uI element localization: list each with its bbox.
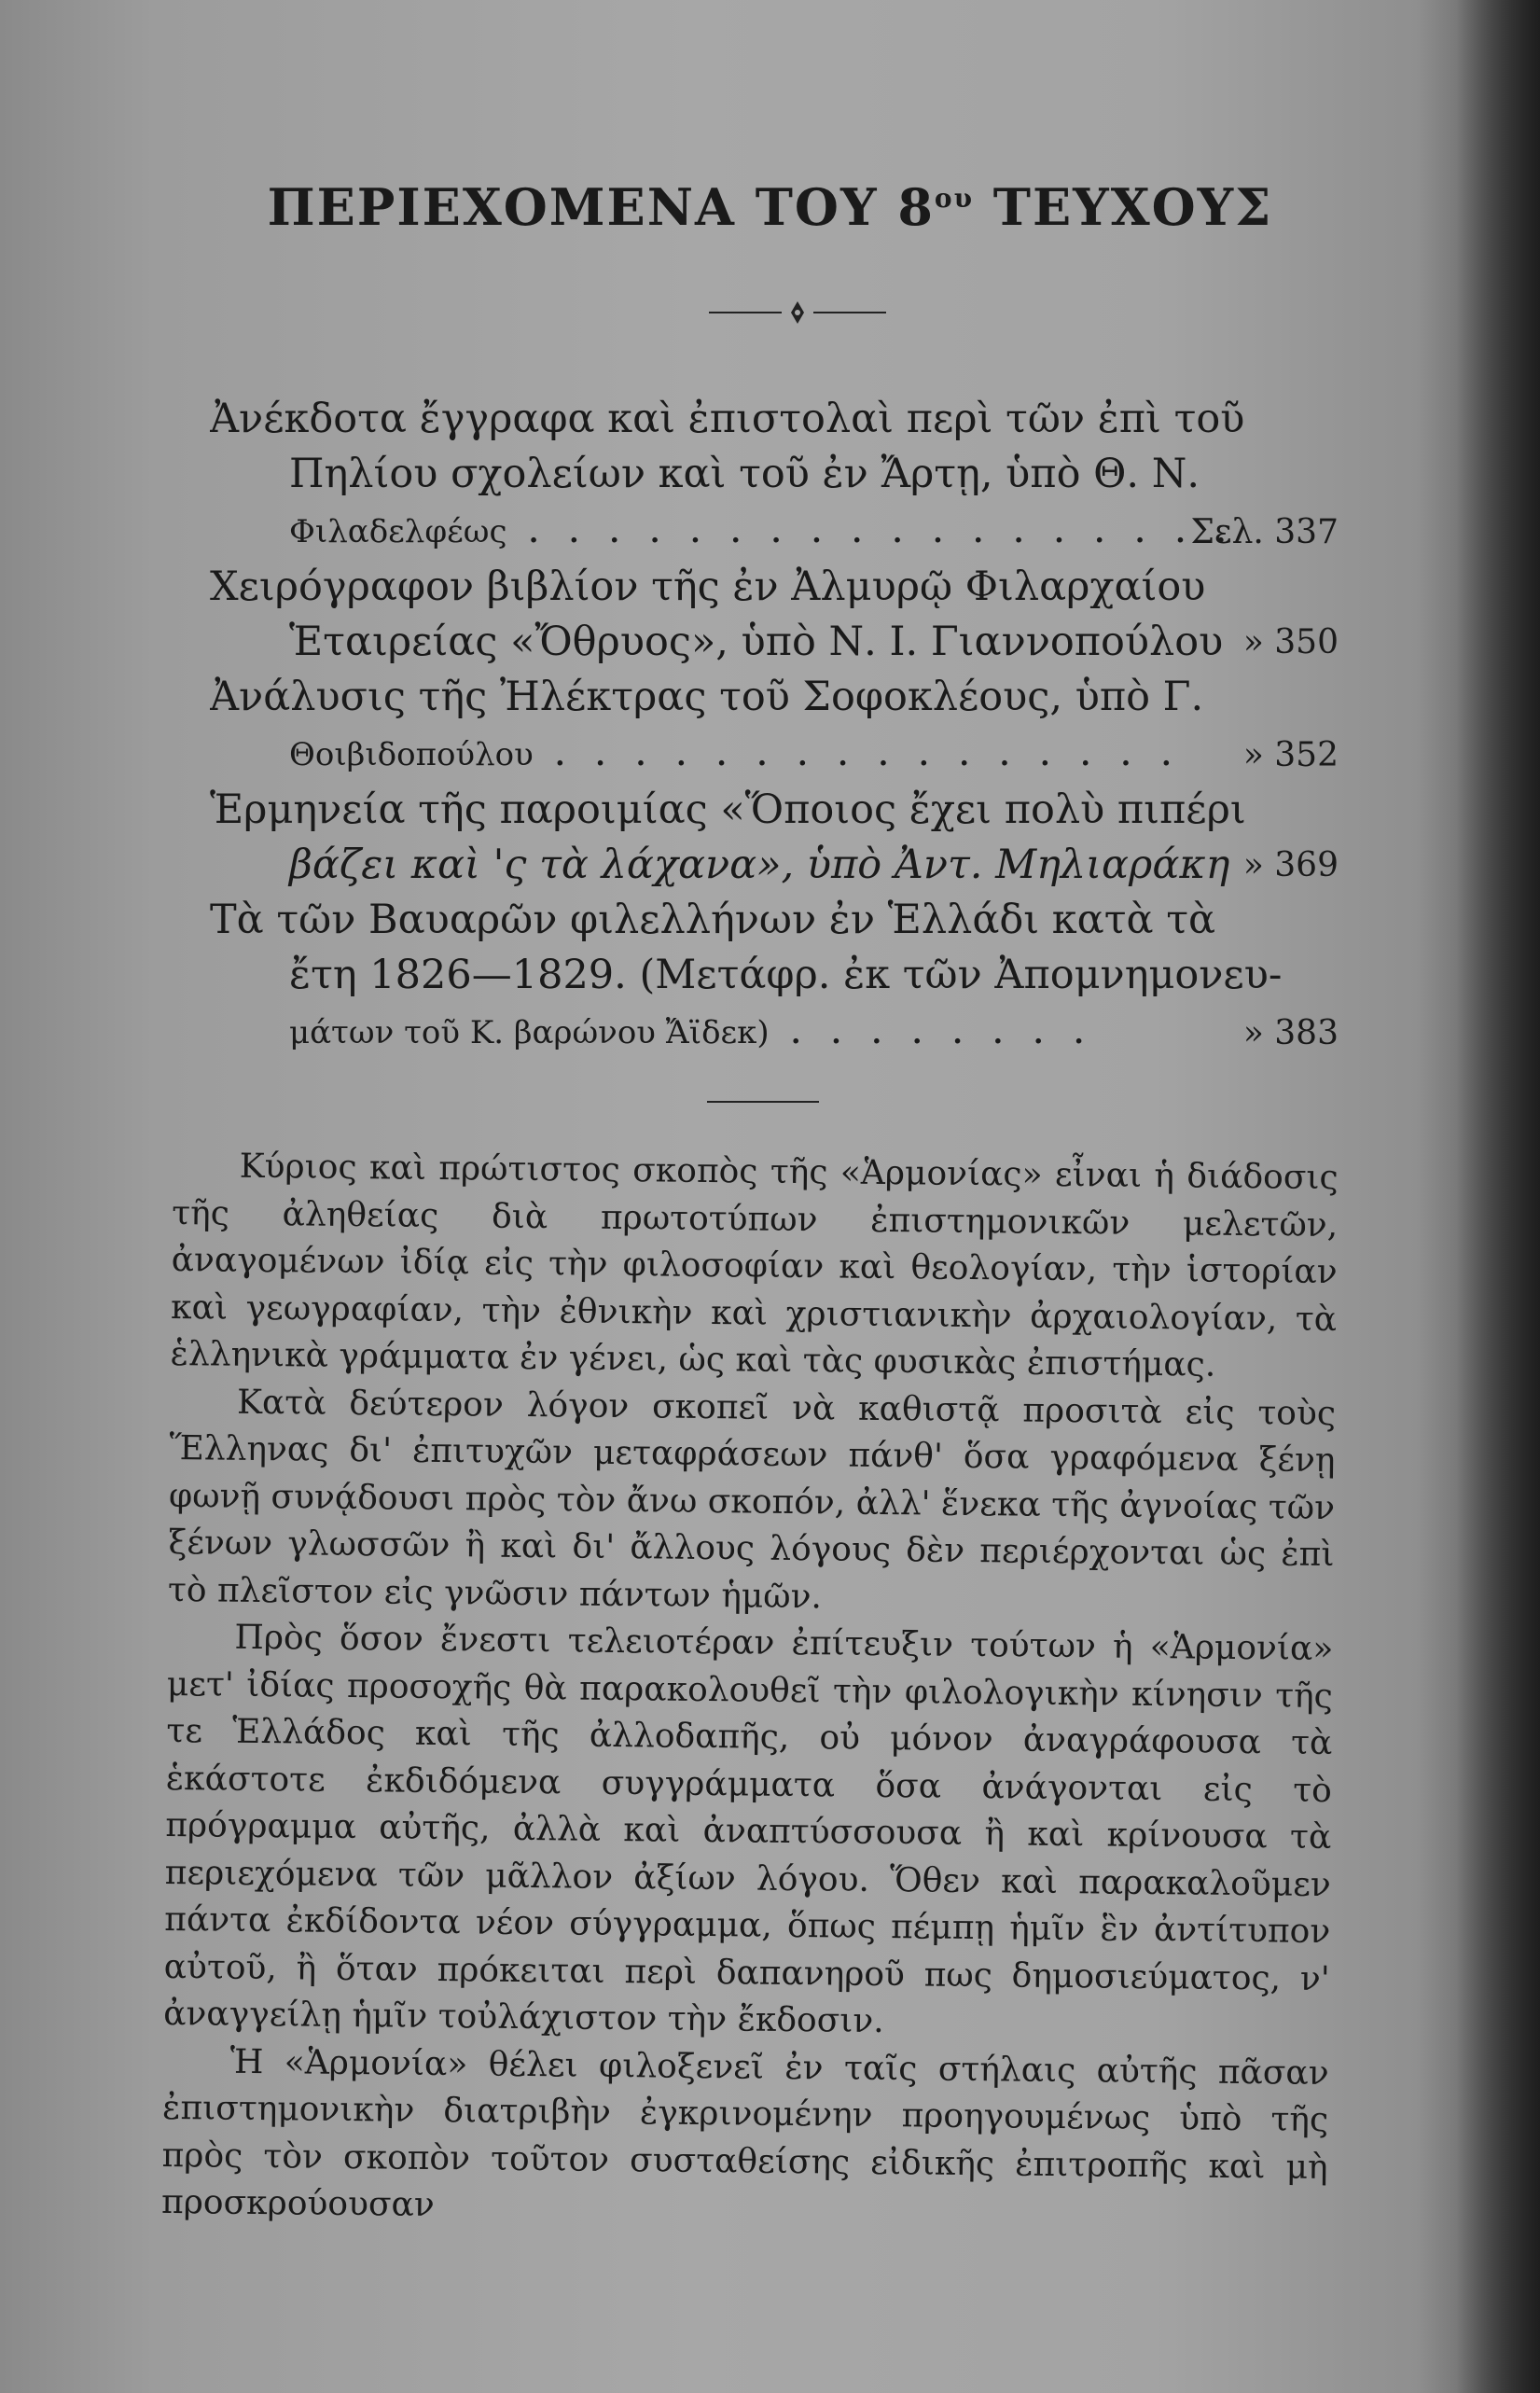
toc-entry-line: Πηλίου σχολείων καὶ τοῦ ἐν Ἄρτῃ, ὑπὸ Θ. Ν. xyxy=(289,451,1200,497)
toc-entry-line: Χειρόγραφον βιβλίον τῆς ἐν Ἀλμυρῷ Φιλαρχαίου xyxy=(210,563,1206,610)
toc-entry-line: ἔτη 1826—1829. (Μετάφρ. ἐκ τῶν Ἀπομνημονευ- xyxy=(289,952,1283,998)
toc-entry xyxy=(210,560,1339,670)
toc-page-number: » 352 xyxy=(1242,736,1339,774)
ornament-divider-icon xyxy=(709,299,886,327)
title-main-before: ΠΕΡΙΕΧΟΜΕΝΑ ΤΟΥ 8 xyxy=(267,177,935,237)
toc-entry xyxy=(210,783,1339,893)
toc-entry-line: Θοιβιδοπούλου . . . . . . . . . . . . . . . . xyxy=(289,729,1181,775)
toc-entry-line: Ἀνάλυσις τῆς Ἠλέκτρας τοῦ Σοφοκλέους, ὑπὸ Γ. xyxy=(210,674,1204,720)
toc-entry-line: Ἀνέκδοτα ἔγγραφα καὶ ἐπιστολαὶ περὶ τῶν ἐπὶ τοῦ xyxy=(210,396,1245,442)
section-divider xyxy=(707,1101,819,1103)
toc-entry-line: Τὰ τῶν Βαυαρῶν φιλελλήνων ἐν Ἑλλάδι κατὰ τὰ xyxy=(210,897,1216,943)
toc-page-number: » 383 xyxy=(1242,1014,1339,1052)
toc-entry xyxy=(210,893,1339,1061)
toc-page-number: Σελ. 337 xyxy=(1190,513,1339,551)
toc-entry-line: βάζει καὶ 'ς τὰ λάχανα», ὑπὸ Ἀντ. Μηλιαράκη xyxy=(289,842,1230,888)
title-main-after: ΤΕΥΧΟΥΣ xyxy=(974,177,1273,237)
body-paragraph: Κύριος καὶ πρώτιστος σκοπὸς τῆς «Ἁρμονίας» εἶναι ἡ διάδοσις τῆς ἀληθείας διὰ πρωτοτύπων ἐπιστημονικῶν μελετῶν, ἀναγομένων ἰδίᾳ εἰς τὴν φιλοσοφίαν καὶ θεολογίαν, τὴν ἱστορίαν καὶ γεωγραφίαν, τὴν ἐθνικὴν καὶ χριστιανικὴν ἀρχαιολογίαν, τὰ ἑλληνικὰ γράμματα ἐν γένει, ὡς καὶ τὰς φυσικὰς ἐπιστήμας. xyxy=(170,1147,1339,1384)
body-paragraph: Κατὰ δεύτερον λόγον σκοπεῖ νὰ καθιστᾷ προσιτὰ εἰς τοὺς Ἕλληνας δι' ἐπιτυχῶν μεταφράσεων πάνθ' ὅσα γραφόμενα ξένῃ φωνῇ συνᾴδουσι πρὸς τὸν ἄνω σκοπόν, ἀλλ' ἕνεκα τῆς ἀγνοίας τῶν ξένων γλωσσῶν ἢ καὶ δι' ἄλλους λόγους δὲν περιέρχονται ὡς ἐπὶ τὸ πλεῖστον εἰς γνῶσιν πάντων ἡμῶν. xyxy=(167,1383,1337,1616)
toc-entry-line: Ἑρμηνεία τῆς παροιμίας «Ὅποιος ἔχει πολὺ πιπέρι xyxy=(210,786,1246,833)
editorial-notice xyxy=(161,1143,1339,2239)
title-superscript: ου xyxy=(934,183,974,214)
body-paragraph: Πρὸς ὅσον ἔνεστι τελειοτέραν ἐπίτευξιν τούτων ἡ «Ἁρμονία» μετ' ἰδίας προσοχῆς θὰ παρακολουθεῖ τὴν φιλολογικὴν κίνησιν τῆς τε Ἑλλάδος καὶ τῆς ἀλλοδαπῆς, οὐ μόνον ἀναγράφουσα τὰ ἑκάστοτε ἐκδιδόμενα συγγράμματα ὅσα ἀνάγονται εἰς τὸ πρόγραμμα αὐτῆς, ἀλλὰ καὶ ἀναπτύσσουσα ἢ καὶ κρίνουσα τὰ περιεχόμενα τῶν μᾶλλον ἀξίων λόγου. Ὅθεν καὶ παρακαλοῦμεν πάντα ἐκδίδοντα νέον σύγγραμμα, ὅπως πέμπῃ ἡμῖν ἓν ἀντίτυπον αὐτοῦ, ἢ ὅταν πρόκειται περὶ δαπανηροῦ πως δημοσιεύματος, ν' ἀναγγείλῃ ἡμῖν τοὐλάχιστον τὴν ἔκδοσιν. xyxy=(163,1618,1334,2041)
toc-entry xyxy=(210,670,1339,783)
page-title xyxy=(0,177,1540,237)
table-of-contents xyxy=(210,392,1339,1061)
body-paragraph: Ἡ «Ἁρμονία» θέλει φιλοξενεῖ ἐν ταῖς στήλαις αὐτῆς πᾶσαν ἐπιστημονικὴν διατριβὴν ἐγκρινομένην προηγουμένως ὑπὸ τῆς πρὸς τὸν σκοπὸν τοῦτον συσταθείσης εἰδικῆς ἐπιτροπῆς καὶ μὴ προσκρούουσαν xyxy=(160,2042,1329,2225)
toc-page-number: » 369 xyxy=(1242,846,1339,884)
toc-entry-line: Φιλαδελφέως . . . . . . . . . . . . . . . . . . xyxy=(289,506,1235,552)
toc-entry-line: μάτων τοῦ Κ. βαρώνου Ἄϊδεκ) . . . . . . . . xyxy=(289,1007,1093,1053)
toc-entry xyxy=(210,392,1339,560)
toc-page-number: » 350 xyxy=(1242,623,1339,661)
toc-entry-line: Ἑταιρείας «Ὄθρυος», ὑπὸ Ν. Ι. Γιαννοπούλου xyxy=(289,619,1224,665)
